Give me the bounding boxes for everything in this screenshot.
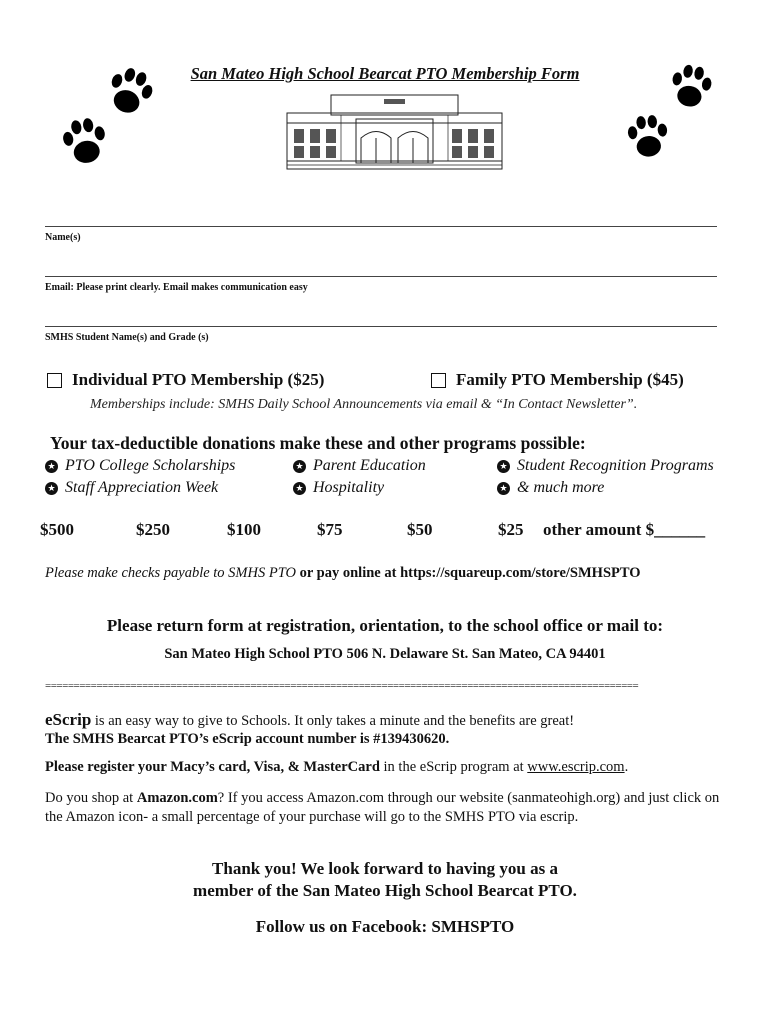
membership-note: Memberships include: SMHS Daily School Announcements via email & “In Contact Newsletter”. xyxy=(90,397,638,412)
mailing-address: San Mateo High School PTO 506 N. Delaware St. San Mateo, CA 94401 xyxy=(164,646,606,662)
amazon-paragraph: Do you shop at Amazon.com? If you access Amazon.com through our website (sanmateohigh.org) and just click on the Amazon icon- a small percentage of your purchase will go to the SMHS PTO via escrip. xyxy=(45,790,720,825)
amount-option[interactable]: $50 xyxy=(407,520,433,539)
star-bullet-icon: ★ xyxy=(45,460,58,473)
escrip-intro: eScrip is an easy way to give to Schools. It only takes a minute and the benefits are great! xyxy=(45,710,575,729)
escrip-link[interactable]: www.escrip.com xyxy=(527,759,625,775)
star-bullet-icon: ★ xyxy=(45,482,58,495)
amount-option[interactable]: $250 xyxy=(136,520,170,539)
individual-membership-option[interactable]: Individual PTO Membership ($25) xyxy=(47,370,324,390)
facebook-line: Follow us on Facebook: SMHSPTO xyxy=(255,917,515,936)
escrip-register: Please register your Macy’s card, Visa, & MasterCard in the eScrip program at www.escrip.com. xyxy=(45,759,629,775)
program-item: ★ PTO College Scholarships xyxy=(45,457,235,475)
email-label: Email: Please print clearly. Email makes communication easy xyxy=(45,282,308,293)
amount-option[interactable]: $500 xyxy=(40,520,74,539)
paw-print-icon xyxy=(620,108,676,166)
paw-print-icon xyxy=(55,112,115,172)
program-item: ★ Staff Appreciation Week xyxy=(45,479,218,497)
thanks-line-1: Thank you! We look forward to having you as a xyxy=(212,859,558,878)
program-item: ★ Student Recognition Programs xyxy=(497,457,714,475)
names-field[interactable] xyxy=(45,226,717,227)
form-title: San Mateo High School Bearcat PTO Membership Form xyxy=(190,64,580,83)
checkbox-icon[interactable] xyxy=(47,373,62,388)
other-amount-field[interactable]: other amount $______ xyxy=(543,520,706,539)
return-heading: Please return form at registration, orientation, to the school office or mail to: xyxy=(106,616,664,635)
amount-option[interactable]: $100 xyxy=(227,520,261,539)
donations-heading: Your tax-deductible donations make these and other programs possible: xyxy=(50,433,586,453)
student-names-label: SMHS Student Name(s) and Grade (s) xyxy=(45,332,209,343)
star-bullet-icon: ★ xyxy=(497,482,510,495)
checkbox-icon[interactable] xyxy=(431,373,446,388)
student-names-field[interactable] xyxy=(45,326,717,327)
program-item: ★ Parent Education xyxy=(293,457,426,475)
star-bullet-icon: ★ xyxy=(293,482,306,495)
program-item: ★ Hospitality xyxy=(293,479,384,497)
email-field[interactable] xyxy=(45,276,717,277)
family-membership-option[interactable]: Family PTO Membership ($45) xyxy=(431,370,684,390)
escrip-account: The SMHS Bearcat PTO’s eScrip account number is #139430620. xyxy=(45,731,450,747)
payment-instructions: Please make checks payable to SMHS PTO or pay online at https://squareup.com/store/SMHSPTO xyxy=(45,565,641,581)
star-bullet-icon: ★ xyxy=(497,460,510,473)
amount-option[interactable]: $75 xyxy=(317,520,343,539)
names-label: Name(s) xyxy=(45,232,81,243)
amount-option[interactable]: $25 xyxy=(498,520,524,539)
school-building-illustration xyxy=(286,93,503,171)
star-bullet-icon: ★ xyxy=(293,460,306,473)
program-item: ★ & much more xyxy=(497,479,604,497)
divider: ======================================================================================================== xyxy=(45,680,639,692)
thanks-line-2: member of the San Mateo High School Bearcat PTO. xyxy=(193,881,577,900)
